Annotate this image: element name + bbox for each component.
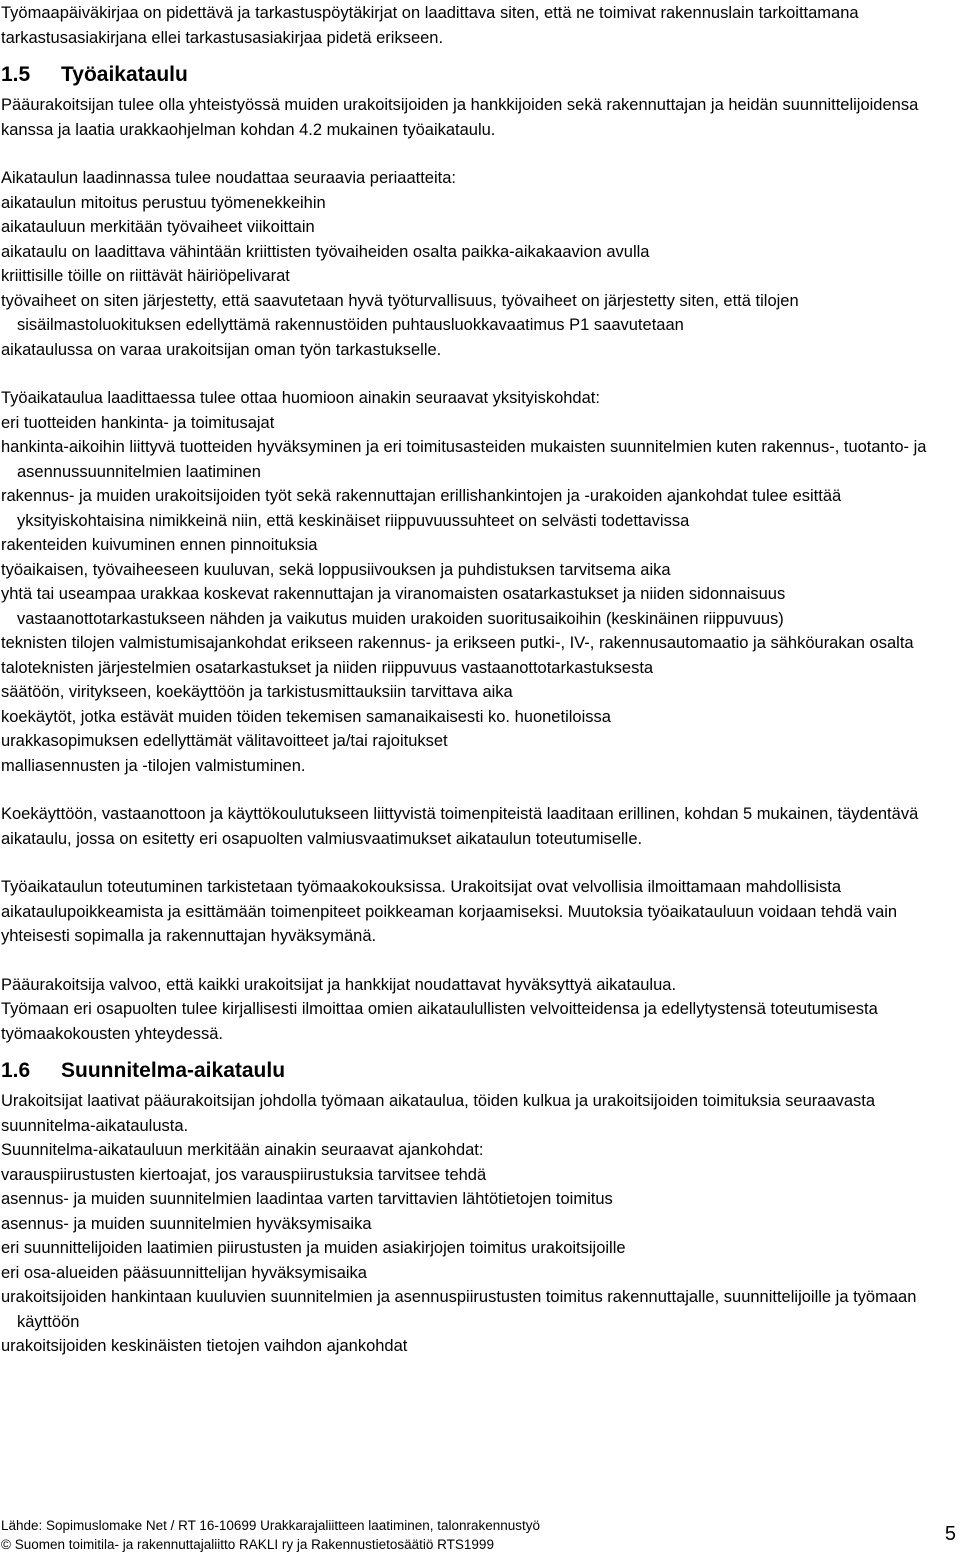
section-title: Työaikataulu <box>61 63 188 86</box>
principles-list <box>1 191 957 363</box>
section-number: 1.6 <box>1 1059 31 1082</box>
list-item: eri osa-alueiden pääsuunnittelijan hyväksymisaika <box>1 1263 367 1282</box>
paragraph: Työaikataulua laadittaessa tulee ottaa huomioon ainakin seuraavat yksityiskohdat: <box>1 389 600 407</box>
paragraph: Urakoitsijat laativat pääurakoitsijan johdolla työmaan aikataulua, töiden kulkua ja urakoitsijoiden toimituksia seuraavasta suunnitelma-aikataulusta. <box>1 1092 876 1135</box>
list-item: urakoitsijoiden hankintaan kuuluvien suunnitelmien ja asennuspiirustusten toimitus rakennuttajalle, suunnittelijoille ja työmaan käyttöön <box>1 1288 917 1331</box>
list-item: varauspiirustusten kiertoajat, jos varauspiirustuksia tarvitsee tehdä <box>1 1165 487 1184</box>
list-item: teknisten tilojen valmistumisajankohdat erikseen rakennus- ja erikseen putki-, IV-, rakennusautomaatio ja sähköurakan osalta <box>1 634 914 652</box>
document-page <box>1 1 957 1359</box>
list-item: työaikaisen, työvaiheeseen kuuluvan, sekä loppusiivouksen ja puhdistuksen tarvitsema aika <box>1 560 671 579</box>
page-number: 5 <box>944 1523 956 1545</box>
list-item: aikataulu on laadittava vähintään kriittisten työvaiheiden osalta paikka-aikakaavion avulla <box>1 242 650 261</box>
paragraph: Koekäyttöön, vastaanottoon ja käyttökoulutukseen liittyvistä toimenpiteistä laaditaan erillinen, kohdan 5 mukainen, täydentävä aikataulu, jossa on esitetty eri osapuolten valmiusvaatimukset aikataulun toteutumiselle. <box>1 805 919 848</box>
list-item: työvaiheet on siten järjestetty, että saavutetaan hyvä työturvallisuus, työvaiheet on järjestetty siten, että tilojen sisäilmastoluokituksen edellyttämä rakennustöiden puhtausluokkavaatimus P1 saavutetaan <box>1 291 799 334</box>
list-item: kriittisille töille on riittävät häiriöpelivarat <box>1 267 290 285</box>
section-number: 1.5 <box>1 63 31 86</box>
paragraph: Työaikataulun toteutuminen tarkistetaan työmaakokouksissa. Urakoitsijat ovat velvollisia ilmoittamaan mahdollisista aikataulupoikkeamista ja esittämään toimenpiteet poikkeaman korjaamiseksi. Muutoksia työaikatauluun voidaan tehdä vain yhteisesti sopimalla ja rakennuttajan hyväksymänä. <box>1 878 898 945</box>
list-item: aikataulun mitoitus perustuu työmenekkeihin <box>1 193 326 212</box>
list-item: urakoitsijoiden keskinäisten tietojen vaihdon ajankohdat <box>1 1337 408 1355</box>
paragraph: Aikataulun laadinnassa tulee noudattaa seuraavia periaatteita: <box>1 169 456 187</box>
list-item: malliasennusten ja -tilojen valmistuminen. <box>1 756 306 775</box>
footer-copyright: © Suomen toimitila- ja rakennuttajaliitto RAKLI ry ja Rakennustietosäätiö RTS1999 <box>1 1537 494 1552</box>
list-item: rakennus- ja muiden urakoitsijoiden työt sekä rakennuttajan erillishankintojen ja -urakoiden ajankohdat tulee esittää yksityiskohtaisina nimikkeinä niin, että keskinäiset riippuvuussuhteet on selvästi todettavissa <box>1 487 842 530</box>
page-footer <box>1 1516 901 1554</box>
list-item: hankinta-aikoihin liittyvä tuotteiden hyväksyminen ja eri toimitusasteiden mukaisten suunnitelmien kuten rakennus-, tuotanto- ja asennussuunnitelmien laatiminen <box>1 438 927 481</box>
section-heading-1-6 <box>1 1056 957 1086</box>
schedule-items-list <box>1 1163 957 1359</box>
list-item: asennus- ja muiden suunnitelmien hyväksymisaika <box>1 1214 372 1233</box>
list-item: aikatauluun merkitään työvaiheet viikoittain <box>1 218 315 236</box>
footer-source: Lähde: Sopimuslomake Net / RT 16-10699 Urakkarajaliitteen laatiminen, talonrakennustyö <box>1 1518 541 1533</box>
list-item: taloteknisten järjestelmien osatarkastukset ja niiden riippuvuus vastaanottotarkastuksesta <box>1 658 654 677</box>
paragraph: Suunnitelma-aikatauluun merkitään ainakin seuraavat ajankohdat: <box>1 1141 484 1159</box>
paragraph: Työmaan eri osapuolten tulee kirjallisesti ilmoittaa omien aikataulullisten velvoitteidensa ja edellytystensä toteutumisesta työmaakokousten yhteydessä. <box>1 1000 878 1043</box>
list-item: rakenteiden kuivuminen ennen pinnoituksia <box>1 536 318 554</box>
section-heading-1-5 <box>1 60 957 90</box>
list-item: koekäytöt, jotka estävät muiden töiden tekemisen samanaikaisesti ko. huonetiloissa <box>1 707 611 726</box>
list-item: aikataulussa on varaa urakoitsijan oman työn tarkastukselle. <box>1 340 442 359</box>
list-item: asennus- ja muiden suunnitelmien laadintaa varten tarvittavien lähtötietojen toimitus <box>1 1190 613 1208</box>
list-item: eri suunnittelijoiden laatimien piirustusten ja muiden asiakirjojen toimitus urakoitsijoille <box>1 1239 626 1257</box>
paragraph: Pääurakoitsija valvoo, että kaikki urakoitsijat ja hankkijat noudattavat hyväksyttyä aikataulua. <box>1 975 677 994</box>
details-list <box>1 411 957 779</box>
paragraph: Pääurakoitsijan tulee olla yhteistyössä muiden urakoitsijoiden ja hankkijoiden sekä rakennuttajan ja heidän suunnittelijoidensa kanssa ja laatia urakkaohjelman kohdan 4.2 mukainen työaikataulu. <box>1 96 919 139</box>
list-item: eri tuotteiden hankinta- ja toimitusajat <box>1 413 275 432</box>
list-item: säätöön, viritykseen, koekäyttöön ja tarkistusmittauksiin tarvittava aika <box>1 683 513 701</box>
intro-paragraph: Työmaapäiväkirjaa on pidettävä ja tarkastuspöytäkirjat on laadittava siten, että ne toimivat rakennuslain tarkoittamana tarkastusasiakirjana ellei tarkastusasiakirjaa pidetä erikseen. <box>1 4 859 47</box>
list-item: urakkasopimuksen edellyttämät välitavoitteet ja/tai rajoitukset <box>1 732 448 750</box>
section-title: Suunnitelma-aikataulu <box>61 1059 286 1082</box>
list-item: yhtä tai useampaa urakkaa koskevat rakennuttajan ja viranomaisten osatarkastukset ja niiden sidonnaisuus vastaanottotarkastukseen nähden ja vaikutus muiden urakoiden suoritusaikoihin (keskinäinen riippuvuus) <box>1 585 786 628</box>
